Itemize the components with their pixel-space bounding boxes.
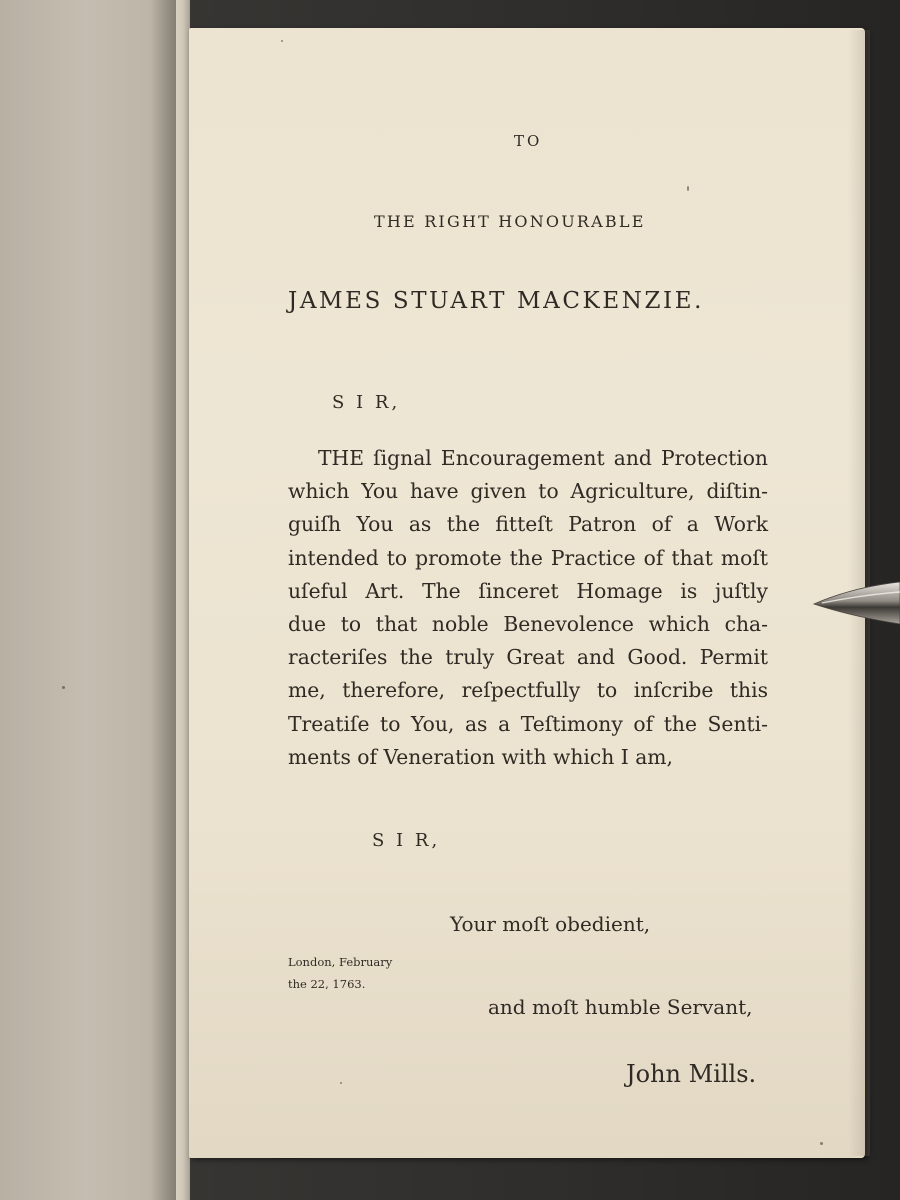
body-line: uſeful Art. The ſinceret Homage is juſtly xyxy=(288,578,768,603)
closing-salutation: S I R, xyxy=(372,830,441,851)
paper-speck xyxy=(687,186,689,191)
body-line: THE ſignal Encouragement and Protection xyxy=(318,446,768,470)
dedication-body xyxy=(288,442,768,774)
body-line: guiſh You as the fitteſt Patron of a Work xyxy=(288,512,768,537)
body-line: intended to promote the Practice of that moſt xyxy=(288,545,768,570)
place-and-date xyxy=(288,951,408,995)
salutation: S I R, xyxy=(332,392,401,413)
date: the 22, 1763. xyxy=(288,977,366,991)
closing-line-obedient: Your moſt obedient, xyxy=(450,912,651,936)
closing-line-servant: and moſt humble Servant, xyxy=(488,995,753,1019)
page-edge xyxy=(176,0,190,1200)
body-line: Treatiſe to You, as a Teſtimony of the Senti- xyxy=(288,711,768,736)
body-line: racteriſes the truly Great and Good. Permit xyxy=(288,645,768,670)
paper-speck xyxy=(281,40,283,42)
paper-speck xyxy=(820,1142,823,1145)
body-line: which You have given to Agriculture, diſtin- xyxy=(288,479,768,504)
paper-speck xyxy=(340,1082,342,1084)
paper-speck xyxy=(62,686,65,689)
dedication-honorific: THE RIGHT HONOURABLE xyxy=(374,212,646,231)
place: London, February xyxy=(288,955,393,969)
body-line: due to that noble Benevolence which cha- xyxy=(288,611,768,636)
metal-page-pointer-icon xyxy=(812,578,900,628)
dedication-to: TO xyxy=(514,132,543,150)
signature: John Mills. xyxy=(626,1060,757,1088)
dedicatee-name: JAMES STUART MACKENZIE. xyxy=(288,288,705,314)
body-line: ments of Veneration with which I am, xyxy=(288,744,673,769)
body-line: me, therefore, reſpectfully to inſcribe this xyxy=(288,678,768,703)
